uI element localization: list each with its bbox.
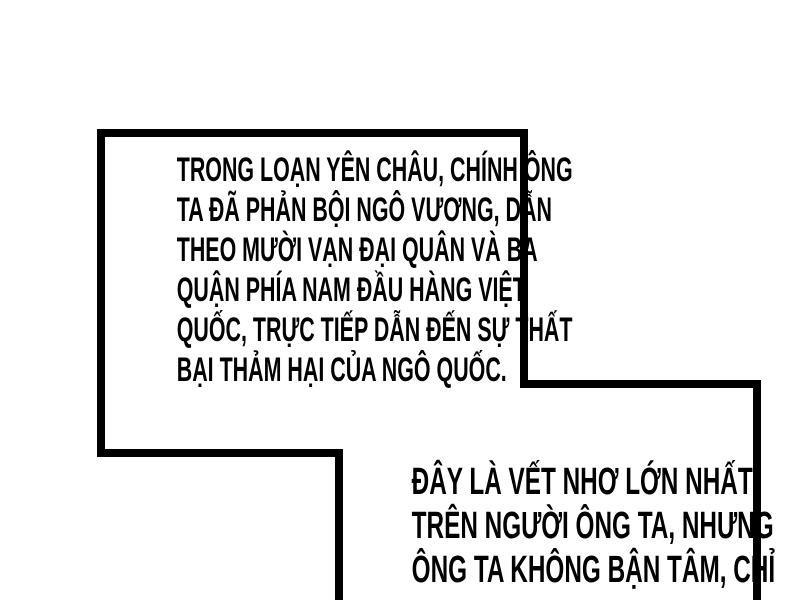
- speech-bubble-1-text: [176, 150, 573, 390]
- bubble1-line-1: TRONG LOẠN YÊN CHÂU, CHÍNH ÔNG: [176, 151, 573, 189]
- bubble1-line-3: THEO MƯỜI VẠN ĐẠI QUÂN VÀ BA: [176, 231, 538, 269]
- bubble2-line-3: ÔNG TA KHÔNG BẬN TÂM, CHỈ: [411, 549, 776, 591]
- bubble1-line-6: BẠI THẢM HẠI CỦA NGÔ QUỐC.: [176, 351, 507, 389]
- bubble1-line-2: TA ĐÃ PHẢN BỘI NGÔ VƯƠNG, DẪN: [176, 191, 552, 229]
- speech-bubble-2-text: [411, 460, 776, 592]
- bubble2-line-2: TRÊN NGƯỜI ÔNG TA, NHƯNG: [411, 505, 774, 547]
- bubble1-line-5: QUỐC, TRỰC TIẾP DẪN ĐẾN SỰ THẤT: [176, 311, 573, 349]
- bubble2-line-1: ĐÂY LÀ VẾT NHƠ LỚN NHẤT: [411, 461, 753, 503]
- speech-bubble-1: [97, 150, 573, 390]
- speech-bubble-2: [335, 460, 776, 592]
- bubble1-line-4: QUẬN PHÍA NAM ĐẦU HÀNG VIỆT: [176, 271, 526, 309]
